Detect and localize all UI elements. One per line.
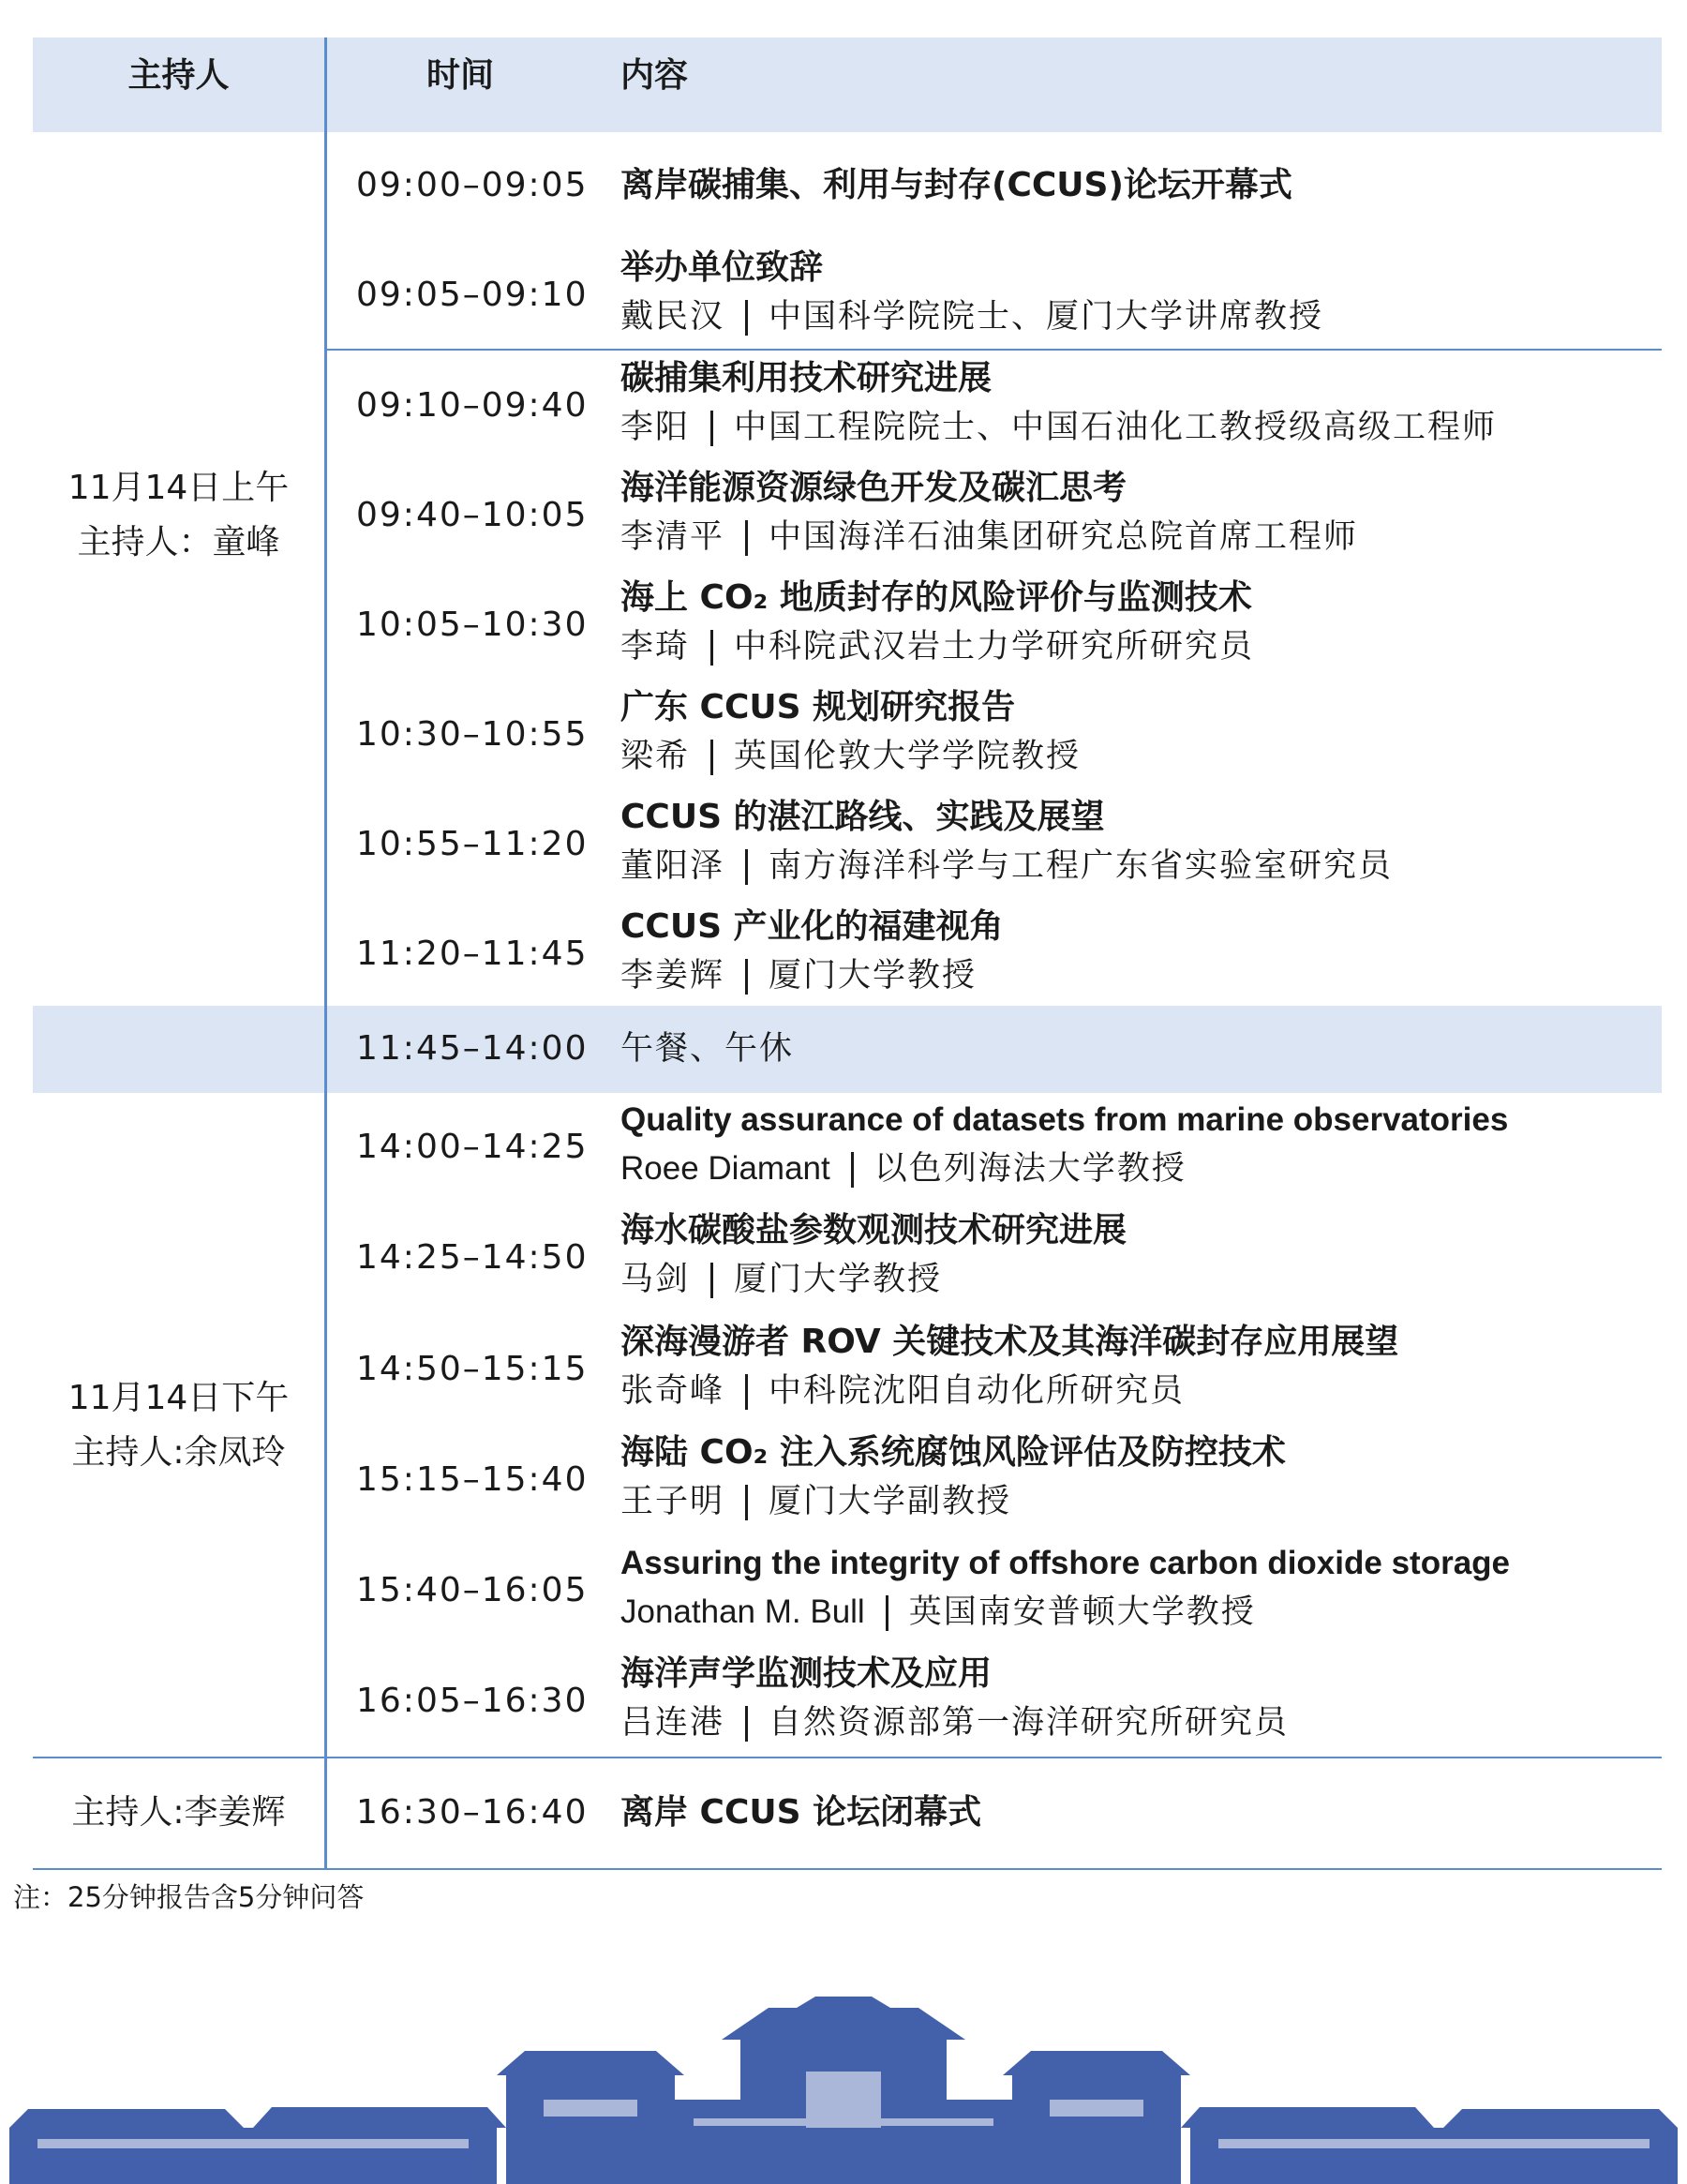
session-date: 11月14日上午 <box>67 469 290 507</box>
row-time: 10:30–10:55 <box>356 715 589 754</box>
row-title: 离岸碳捕集、利用与封存(CCUS)论坛开幕式 <box>620 166 1292 204</box>
row-speaker <box>620 1148 1187 1189</box>
speaker-affiliation: 以色列海法大学教授 <box>873 1150 1187 1188</box>
speaker-name: Roee Diamant <box>620 1150 830 1187</box>
speaker-affiliation: 英国南安普顿大学教授 <box>908 1593 1256 1631</box>
speaker-affiliation: 中科院武汉岩土力学研究所研究员 <box>734 628 1255 666</box>
speaker-name: 李姜辉 <box>620 957 725 995</box>
speaker-name: 马剑 <box>620 1261 691 1298</box>
separator-bar <box>710 630 713 666</box>
separator-bar <box>745 300 748 336</box>
speaker-name: Jonathan M. Bull <box>620 1593 865 1630</box>
speaker-name: 戴民汉 <box>620 298 725 336</box>
row-title: Quality assurance of datasets from marine observatories <box>620 1101 1509 1138</box>
separator-bar <box>745 1374 748 1410</box>
row-time: 09:05–09:10 <box>356 276 589 314</box>
row-time: 10:55–11:20 <box>356 825 589 863</box>
speaker-name: 吕连港 <box>620 1704 725 1742</box>
speaker-name: 李阳 <box>620 409 691 446</box>
row-title: 海陆 CO₂ 注入系统腐蚀风险评估及防控技术 <box>620 1433 1286 1472</box>
row-speaker <box>620 407 1497 448</box>
session-afternoon <box>33 1371 324 1480</box>
row-title: 碳捕集利用技术研究进展 <box>620 359 993 397</box>
row-speaker <box>620 1370 1185 1412</box>
row-title: 举办单位致辞 <box>620 248 824 287</box>
session-date: 11月14日下午 <box>67 1379 290 1417</box>
speaker-affiliation: 中科院沈阳自动化所研究员 <box>769 1372 1186 1410</box>
separator-bar <box>745 849 748 885</box>
row-title: 海水碳酸盐参数观测技术研究进展 <box>620 1211 1127 1249</box>
separator-bar <box>710 740 713 775</box>
speaker-affiliation: 厦门大学教授 <box>769 957 978 995</box>
rule-table-bottom <box>33 1868 1662 1870</box>
session-host: 主持人：童峰 <box>77 523 280 561</box>
speaker-affiliation: 自然资源部第一海洋研究所研究员 <box>769 1704 1290 1742</box>
speaker-name: 董阳泽 <box>620 847 725 885</box>
row-time: 09:10–09:40 <box>356 386 589 425</box>
row-title: 午餐、午休 <box>620 1030 795 1068</box>
row-time: 14:00–14:25 <box>356 1128 589 1166</box>
row-title: 海洋能源资源绿色开发及碳汇思考 <box>620 469 1127 507</box>
row-time: 16:30–16:40 <box>356 1793 589 1832</box>
row-time: 14:25–14:50 <box>356 1238 589 1277</box>
row-title: 广东 CCUS 规划研究报告 <box>620 688 1016 726</box>
row-title: 海洋声学监测技术及应用 <box>620 1654 993 1693</box>
row-speaker <box>620 1592 1256 1633</box>
row-title: 深海漫游者 ROV 关键技术及其海洋碳封存应用展望 <box>620 1323 1399 1361</box>
speaker-name: 梁希 <box>620 738 691 775</box>
session-host: 主持人:李姜辉 <box>71 1793 286 1832</box>
row-title: Assuring the integrity of offshore carbon dioxide storage <box>620 1545 1510 1581</box>
speaker-affiliation: 厦门大学教授 <box>734 1261 943 1298</box>
row-speaker <box>620 736 1081 777</box>
row-speaker <box>620 1481 1011 1522</box>
separator-bar <box>851 1152 854 1188</box>
row-speaker <box>620 296 1323 337</box>
session-host: 主持人:余凤玲 <box>71 1433 286 1472</box>
row-time: 15:40–16:05 <box>356 1571 589 1609</box>
university-building-illustration <box>0 1997 1687 2184</box>
row-speaker <box>620 955 977 996</box>
row-time: 15:15–15:40 <box>356 1460 589 1499</box>
speaker-affiliation: 中国科学院院士、厦门大学讲席教授 <box>769 298 1324 336</box>
speaker-name: 王子明 <box>620 1483 725 1520</box>
separator-bar <box>745 959 748 995</box>
row-speaker <box>620 516 1358 558</box>
row-time: 16:05–16:30 <box>356 1682 589 1720</box>
row-time: 10:05–10:30 <box>356 606 589 644</box>
rule-before-closing <box>33 1757 1662 1758</box>
separator-bar <box>710 411 713 446</box>
row-title: CCUS 产业化的福建视角 <box>620 907 1004 946</box>
speaker-affiliation: 厦门大学副教授 <box>769 1483 1012 1520</box>
separator-bar <box>745 1485 748 1520</box>
row-speaker <box>620 1259 942 1300</box>
row-title: 离岸 CCUS 论坛闭幕式 <box>620 1793 982 1832</box>
row-title: 海上 CO₂ 地质封存的风险评价与监测技术 <box>620 578 1252 617</box>
session-morning <box>33 461 324 570</box>
rule-after-welcome <box>324 349 1662 351</box>
row-title: CCUS 的湛江路线、实践及展望 <box>620 798 1105 836</box>
separator-bar <box>745 520 748 556</box>
row-time: 09:40–10:05 <box>356 496 589 534</box>
speaker-affiliation: 南方海洋科学与工程广东省实验室研究员 <box>769 847 1394 885</box>
separator-bar <box>886 1595 888 1631</box>
row-time: 14:50–15:15 <box>356 1350 589 1388</box>
row-time: 09:00–09:05 <box>356 166 589 204</box>
lunch-band <box>33 1006 1662 1093</box>
session-closing <box>33 1786 324 1840</box>
footnote: 注：25分钟报告含5分钟问答 <box>13 1881 365 1913</box>
row-time: 11:45–14:00 <box>356 1029 589 1068</box>
row-speaker <box>620 845 1393 887</box>
row-time: 11:20–11:45 <box>356 935 589 973</box>
header-host: 主持人 <box>127 56 230 95</box>
separator-bar <box>710 1263 713 1298</box>
separator-bar <box>745 1706 748 1742</box>
header-content: 内容 <box>620 56 689 95</box>
speaker-name: 张奇峰 <box>620 1372 725 1410</box>
speaker-affiliation: 英国伦敦大学学院教授 <box>734 738 1082 775</box>
column-divider <box>324 37 327 1870</box>
row-speaker <box>620 1702 1289 1743</box>
speaker-affiliation: 中国工程院院士、中国石油化工教授级高级工程师 <box>734 409 1498 446</box>
speaker-name: 李琦 <box>620 628 691 666</box>
speaker-name: 李清平 <box>620 518 725 556</box>
speaker-affiliation: 中国海洋石油集团研究总院首席工程师 <box>769 518 1359 556</box>
header-time: 时间 <box>426 56 495 95</box>
row-speaker <box>620 626 1254 667</box>
